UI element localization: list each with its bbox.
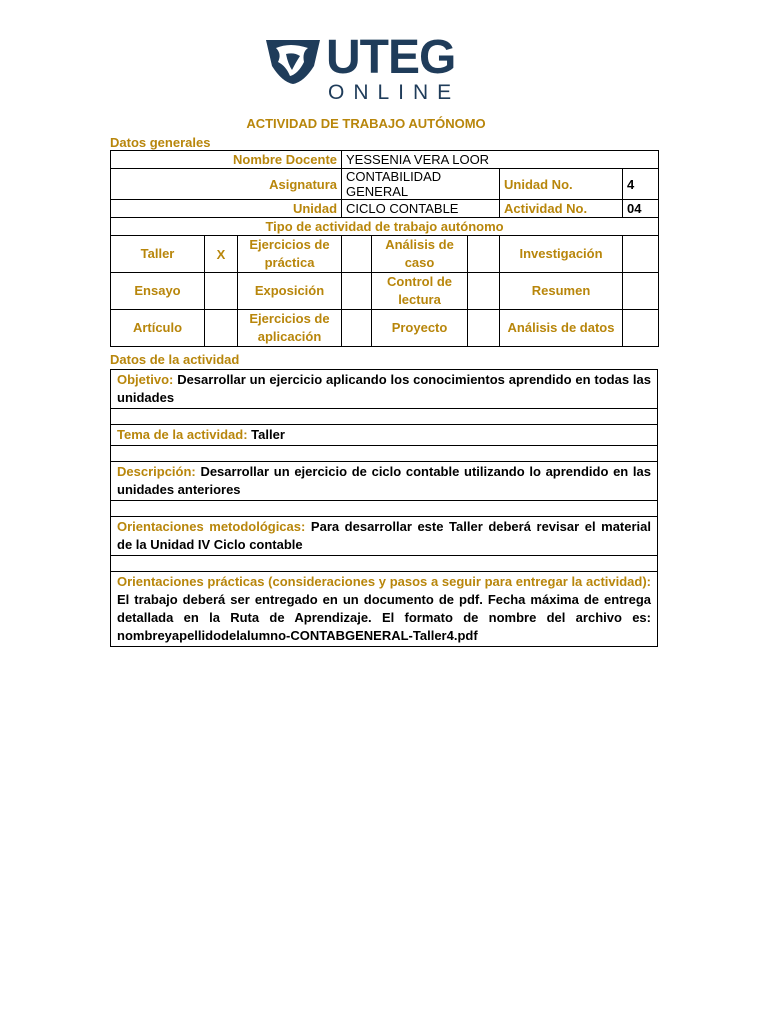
objetivo-cell	[111, 370, 658, 409]
uteg-logo	[264, 32, 474, 104]
metodologicas-label: Orientaciones metodológicas:	[117, 519, 306, 534]
unidad-no-label: Unidad No.	[500, 169, 623, 200]
descripcion-text: Desarrollar un ejercicio de ciclo contable utilizando lo aprendido en las unidades anteriores	[117, 464, 651, 497]
descripcion-cell	[111, 462, 658, 501]
tipo-exposicion-mark	[342, 273, 372, 310]
activity-data-table	[110, 369, 658, 647]
section-datos-generales: Datos generales	[110, 135, 211, 150]
spacer-row	[111, 409, 658, 425]
tipo-ensayo: Ensayo	[111, 273, 205, 310]
tipo-ejercicios-aplicacion-mark	[342, 310, 372, 347]
objetivo-text: Desarrollar un ejercicio aplicando los conocimientos aprendido en todas las unidades	[117, 372, 651, 405]
tipo-proyecto: Proyecto	[372, 310, 468, 347]
tema-text: Taller	[251, 427, 285, 442]
tipo-analisis-caso-mark	[468, 236, 500, 273]
tipo-articulo-mark	[205, 310, 238, 347]
tipo-exposicion: Exposición	[238, 273, 342, 310]
tipo-actividad-header: Tipo de actividad de trabajo autónomo	[111, 218, 659, 236]
lion-shield-icon	[264, 36, 322, 86]
tipo-control-lectura-mark	[468, 273, 500, 310]
section-datos-actividad: Datos de la actividad	[110, 352, 240, 367]
actividad-no-label: Actividad No.	[500, 200, 623, 218]
tipo-analisis-datos-mark	[623, 310, 659, 347]
tipo-ensayo-mark	[205, 273, 238, 310]
unidad-value: CICLO CONTABLE	[342, 200, 500, 218]
tipo-taller-mark: X	[205, 236, 238, 273]
metodologicas-text: Para desarrollar este Taller deberá revisar el material de la Unidad IV Ciclo contable	[117, 519, 652, 552]
tipo-ejercicios-practica-mark	[342, 236, 372, 273]
descripcion-label: Descripción:	[117, 464, 196, 479]
document-title: ACTIVIDAD DE TRABAJO AUTÓNOMO	[246, 116, 486, 131]
tipo-investigacion-mark	[623, 236, 659, 273]
practicas-label: Orientaciones prácticas (consideraciones y pasos a seguir para entregar la actividad):	[117, 574, 651, 589]
tipo-taller: Taller	[111, 236, 205, 273]
tipo-analisis-caso: Análisis de caso	[372, 236, 468, 273]
objetivo-label: Objetivo:	[117, 372, 174, 387]
tema-cell	[111, 425, 658, 446]
tipo-resumen: Resumen	[500, 273, 623, 310]
spacer-row	[111, 556, 658, 572]
tema-label: Tema de la actividad:	[117, 427, 248, 442]
tipo-investigacion: Investigación	[500, 236, 623, 273]
tipo-analisis-datos: Análisis de datos	[500, 310, 623, 347]
docente-value: YESSENIA VERA LOOR	[342, 151, 659, 169]
unidad-no-value: 4	[623, 169, 659, 200]
logo-sub: ONLINE	[328, 81, 461, 104]
tipo-resumen-mark	[623, 273, 659, 310]
spacer-row	[111, 446, 658, 462]
asignatura-value: CONTABILIDAD GENERAL	[342, 169, 500, 200]
tipo-ejercicios-aplicacion: Ejercicios de aplicación	[238, 310, 342, 347]
practicas-cell	[111, 572, 658, 647]
metodologicas-cell	[111, 517, 658, 556]
tipo-proyecto-mark	[468, 310, 500, 347]
tipo-articulo: Artículo	[111, 310, 205, 347]
practicas-text: El trabajo deberá ser entregado en un documento de pdf. Fecha máxima de entrega detallada en la Ruta de Aprendizaje. El formato de nombre del archivo es: nombreyapellidodelalumno-CONTABGENERAL-Taller4.pdf	[117, 592, 651, 643]
logo-brand: UTEG	[326, 31, 456, 84]
tipo-control-lectura: Control de lectura	[372, 273, 468, 310]
spacer-row	[111, 501, 658, 517]
actividad-no-value: 04	[623, 200, 659, 218]
tipo-ejercicios-practica: Ejercicios de práctica	[238, 236, 342, 273]
unidad-label: Unidad	[111, 200, 342, 218]
asignatura-label: Asignatura	[111, 169, 342, 200]
general-data-table	[110, 150, 659, 347]
docente-label: Nombre Docente	[111, 151, 342, 169]
